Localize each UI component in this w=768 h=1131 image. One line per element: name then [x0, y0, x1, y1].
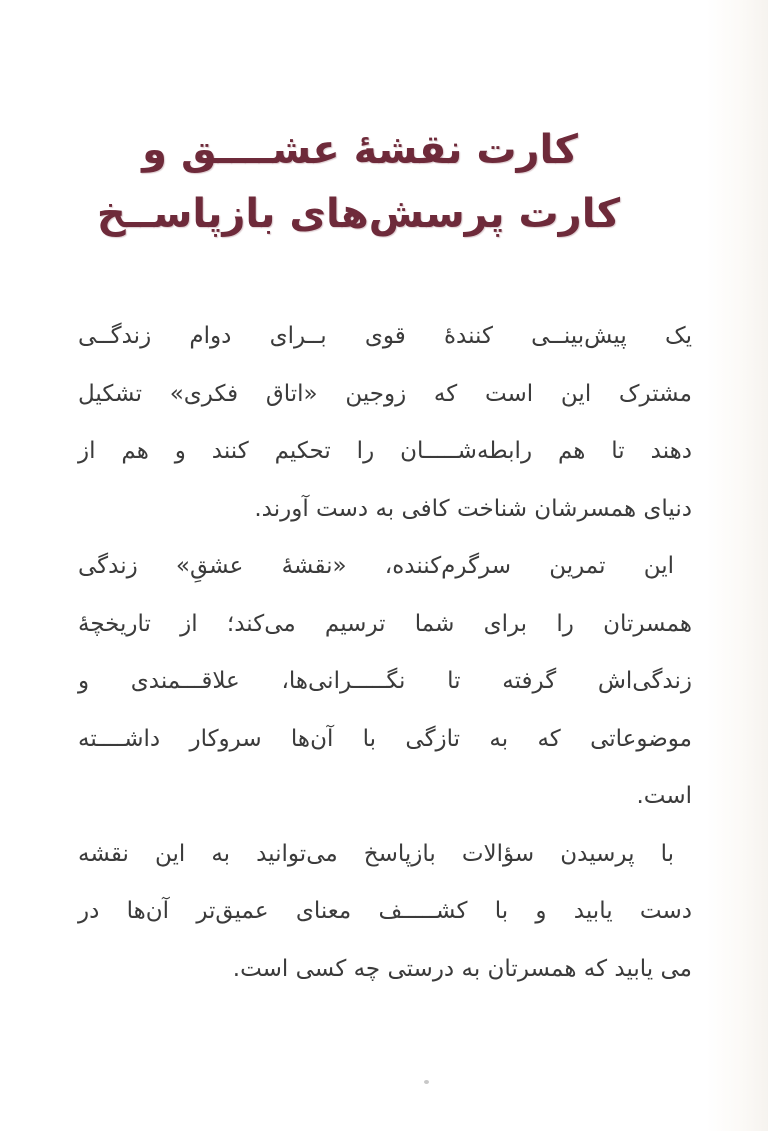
paragraph-3-line-2: دست یابید و با کشـــــف معنای عمیق‌تر آن‌ها در — [78, 898, 692, 924]
paragraph-1-line-3: دهند تا هم رابطه‌شـــــان را تحکیم کنند و هم از — [78, 438, 692, 464]
paragraph-2-line-4: موضوعاتی که به تازگی با آن‌ها سروکار داشــــته — [78, 725, 692, 752]
paragraph-1-line-4: دنیای همسرشان شناخت کافی به دست آورند. — [254, 495, 692, 522]
paragraph-3-line-3: می یابید که همسرتان به درستی چه کسی است. — [232, 955, 692, 982]
page-title — [96, 118, 620, 246]
paragraph-1-line-1: یک پیش‌بینــی کنندهٔ قوی بــرای دوام زندگــی — [78, 323, 692, 349]
paragraph-1-line-2: مشترک این است که زوجین «اتاق فکری» تشکیل — [78, 380, 692, 407]
body-text — [78, 308, 692, 998]
title-line-2: کارت پرسش‌های بازپاســخ — [96, 191, 620, 237]
paragraph-3-line-1: با پرسیدن سؤالات بازپاسخ می‌توانید به این نقشه — [78, 840, 674, 867]
paragraph-2-line-2: همسرتان را برای شما ترسیم می‌کند؛ از تاریخچهٔ — [78, 610, 692, 637]
title-line-1: کارت نقشهٔ عشــــق و — [142, 127, 578, 173]
paragraph-2-line-1: این تمرین سرگرم‌کننده، «نقشهٔ عشقِ» زندگی — [78, 553, 674, 579]
print-speck — [424, 1080, 429, 1084]
paragraph-2-line-5: است. — [636, 783, 692, 809]
paragraph-2-line-3: زندگی‌اش گرفته تا نگـــــرانی‌ها، علاقـــمندی و — [78, 668, 692, 694]
